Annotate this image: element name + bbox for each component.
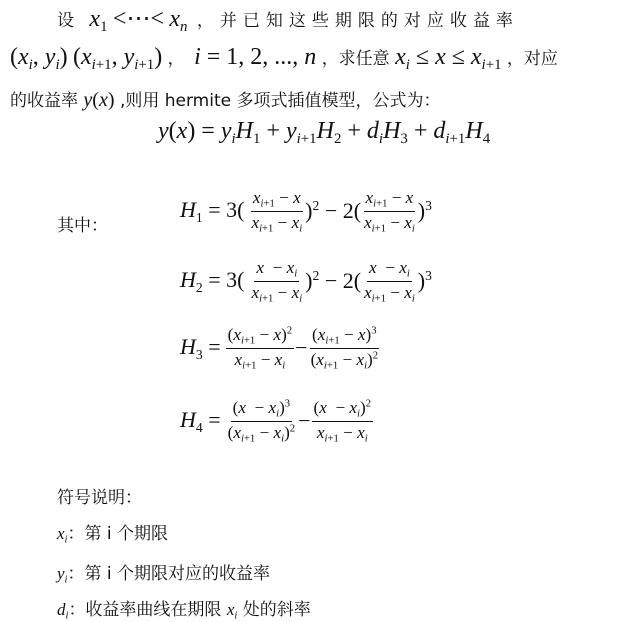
- legend-text-d-pre: ：收益率曲线在期限: [68, 600, 222, 620]
- legend-text-d-post: 处的斜率: [242, 600, 311, 620]
- intro-comma: ，: [167, 49, 185, 69]
- math-ellipsis: <⋯<: [112, 6, 164, 32]
- math-index-seq: i = 1, 2, ..., n: [194, 44, 317, 70]
- main-formula: $y(x) = y_iH_1 + y_{i+1}H_2 + d_iH_3 + d_{i+1}H_4$: [158, 118, 491, 148]
- legend-title: 符号说明：: [57, 488, 142, 508]
- intro-text-6: ,则用 hermite 多项式插值模型，公式为：: [119, 91, 441, 111]
- math-yx: y(x): [83, 89, 115, 111]
- legend-text-x: ：第 i 个期限: [67, 524, 169, 544]
- math-xn: $x_n$: [169, 6, 188, 36]
- intro-line-3: [10, 86, 440, 112]
- intro-text-1: 设: [57, 11, 74, 31]
- math-point-i: ($x_i$, $y_i$): [10, 44, 68, 74]
- equation-h2: $H_2 = 3$( $\frac{x - x_i}{x_{i+1} - x_i}$ )$^2$ − 2( $\frac{x - x_i}{x_{i+1} - x_i}$ )$^3$: [180, 258, 432, 305]
- intro-text-5: 的收益率: [10, 91, 78, 111]
- intro-line-1: [57, 4, 519, 36]
- intro-text-4: ，对应: [506, 49, 558, 69]
- legend-item-x: [57, 519, 168, 546]
- math-x1: $x_1$: [89, 6, 108, 36]
- legend-symbol-y: $y_i$: [57, 564, 68, 586]
- equation-h4: $H_4$ = $\frac{(x - x_i)^3}{(x_{i+1} - x_i)^2}$ − $\frac{(x - x_i)^2}{x_{i+1} - x_i}$: [180, 398, 372, 445]
- math-point-i1: ($x_{i+1}$, $y_{i+1}$): [73, 44, 163, 74]
- equation-h1: $H_1 = 3$( $\frac{x_{i+1} - x}{x_{i+1} - x_i}$ )$^2$ − 2( $\frac{x_{i+1} - x}{x_{i+1} - x_i}$ )$^3$: [180, 188, 432, 235]
- intro-text-3: ，求任意: [321, 49, 390, 69]
- intro-text-2: ，并已知这些期限的对应收益率: [196, 11, 519, 31]
- intro-line-2: [10, 42, 558, 74]
- equation-h3: $H_3$ = $\frac{(x_{i+1} - x)^2}{x_{i+1} - x_i}$ − $\frac{(x_{i+1} - x)^3}{(x_{i+1} - x_i)^2}$: [180, 325, 379, 372]
- legend-item-y: [57, 559, 270, 586]
- legend-symbol-xi: $x_i$: [226, 600, 238, 622]
- legend-symbol-d: $d_i$: [57, 600, 69, 622]
- math-interval: $x_i \le x \le x_{i+1}$: [395, 44, 502, 74]
- legend-symbol-x: $x_i$: [57, 524, 68, 546]
- where-label: 其中：: [57, 216, 108, 236]
- legend-item-d: [57, 595, 311, 622]
- legend-text-y: ：第 i 个期限对应的收益率: [67, 564, 271, 584]
